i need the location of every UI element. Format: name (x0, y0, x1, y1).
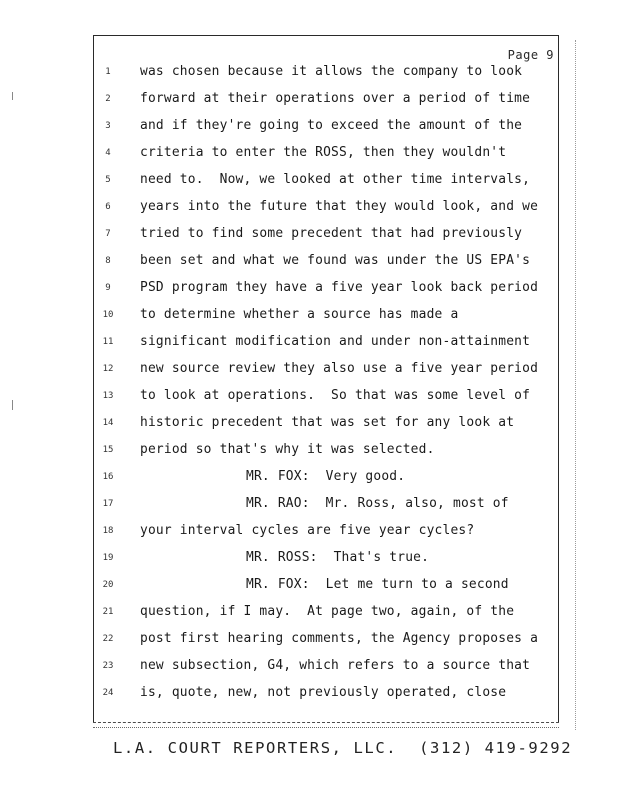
transcript-line (0, 307, 618, 334)
line-number: 8 (105, 256, 111, 266)
line-text: period so that's why it was selected. (140, 442, 435, 457)
line-text: significant modification and under non-attainment (140, 334, 531, 349)
transcript-line (0, 523, 618, 550)
line-text: PSD program they have a five year look back period (140, 280, 539, 295)
transcript-line (0, 253, 618, 280)
line-number: 14 (102, 418, 114, 428)
transcript-line (0, 550, 618, 577)
line-text: MR. ROSS: That's true. (246, 550, 430, 565)
transcript-line (0, 496, 618, 523)
transcript-line (0, 361, 618, 388)
page-frame-bottom-edge (93, 722, 559, 728)
line-text: new source review they also use a five year period (140, 361, 539, 376)
line-text: MR. FOX: Very good. (246, 469, 406, 484)
line-number: 16 (102, 472, 114, 482)
line-number: 17 (102, 499, 114, 509)
transcript-line (0, 145, 618, 172)
line-text: need to. Now, we looked at other time intervals, (140, 172, 531, 187)
line-number: 10 (102, 310, 114, 320)
transcript-line (0, 415, 618, 442)
court-reporter-footer: L.A. COURT REPORTERS, LLC. (312) 419-9292 (113, 739, 573, 757)
line-text: tried to find some precedent that had previously (140, 226, 523, 241)
line-number: 3 (105, 121, 111, 131)
line-text: historic precedent that was set for any look at (140, 415, 515, 430)
line-text: is, quote, new, not previously operated, close (140, 685, 507, 700)
line-text: to look at operations. So that was some level of (140, 388, 531, 403)
transcript-line (0, 388, 618, 415)
transcript-line (0, 334, 618, 361)
line-number: 19 (102, 553, 114, 563)
transcript-line (0, 199, 618, 226)
line-text: question, if I may. At page two, again, of the (140, 604, 515, 619)
transcript-line (0, 118, 618, 145)
line-text: years into the future that they would look, and we (140, 199, 539, 214)
line-number: 15 (102, 445, 114, 455)
line-number: 23 (102, 661, 114, 671)
line-number: 4 (105, 148, 111, 158)
line-number: 6 (105, 202, 111, 212)
line-number: 18 (102, 526, 114, 536)
line-text: to determine whether a source has made a (140, 307, 459, 322)
line-number: 24 (102, 688, 114, 698)
line-number: 22 (102, 634, 114, 644)
transcript-line (0, 631, 618, 658)
line-number: 1 (105, 67, 111, 77)
line-text: MR. RAO: Mr. Ross, also, most of (246, 496, 509, 511)
transcript-line (0, 226, 618, 253)
transcript-line (0, 685, 618, 712)
transcript-line (0, 172, 618, 199)
line-text: your interval cycles are five year cycles? (140, 523, 475, 538)
page-number-label: Page 9 (507, 48, 554, 62)
line-text: and if they're going to exceed the amount of the (140, 118, 523, 133)
transcript-line (0, 280, 618, 307)
line-text: MR. FOX: Let me turn to a second (246, 577, 509, 592)
line-text: been set and what we found was under the US EPA's (140, 253, 531, 268)
transcript-line (0, 658, 618, 685)
line-number: 2 (105, 94, 111, 104)
line-text: forward at their operations over a period of time (140, 91, 531, 106)
transcript-line (0, 577, 618, 604)
line-number: 20 (102, 580, 114, 590)
line-number: 13 (102, 391, 114, 401)
transcript-line (0, 64, 618, 91)
line-text: was chosen because it allows the company to look (140, 64, 523, 79)
line-number: 21 (102, 607, 114, 617)
transcript-line (0, 442, 618, 469)
line-number: 7 (105, 229, 111, 239)
line-number: 9 (105, 283, 111, 293)
transcript-line (0, 91, 618, 118)
transcript-line (0, 469, 618, 496)
line-text: criteria to enter the ROSS, then they wouldn't (140, 145, 507, 160)
line-text: post first hearing comments, the Agency proposes a (140, 631, 539, 646)
line-text: new subsection, G4, which refers to a source that (140, 658, 531, 673)
line-number: 5 (105, 175, 111, 185)
line-number: 12 (102, 364, 114, 374)
transcript-line (0, 604, 618, 631)
line-number: 11 (102, 337, 114, 347)
